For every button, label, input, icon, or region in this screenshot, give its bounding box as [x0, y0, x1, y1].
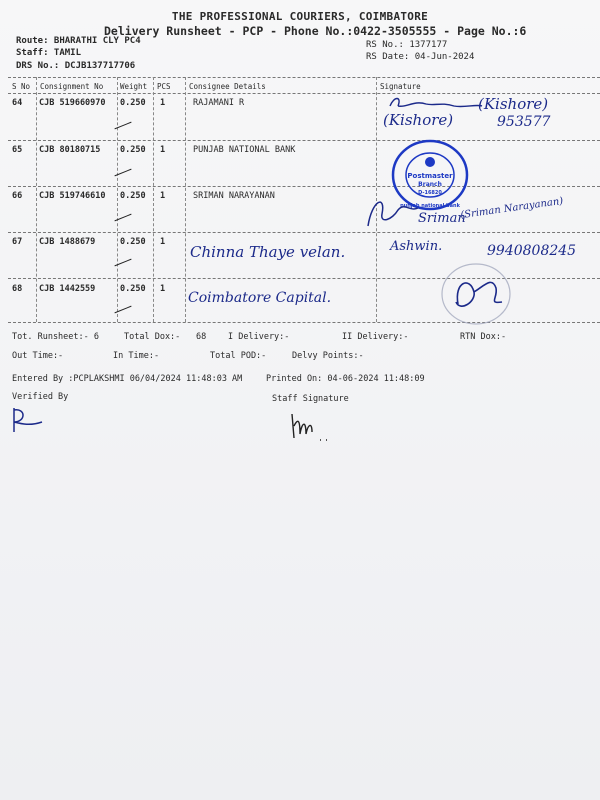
handwritten-name: (Kishore) — [478, 95, 549, 113]
handwritten-phone: 953577 — [497, 114, 551, 130]
row-consignment: CJB 1442559 — [39, 284, 96, 294]
delivery-points: Delvy Points:- — [292, 351, 364, 361]
total-pod: Total POD:- — [210, 351, 267, 361]
runsheet-title: Delivery Runsheet - PCP - Phone No.:0422-3505555 - Page No.:6 — [104, 24, 527, 38]
col-consignment: Consignment No — [40, 82, 104, 91]
row-consignee: PUNJAB NATIONAL BANK — [193, 145, 296, 155]
row-sno: 64 — [12, 98, 23, 108]
row-weight: 0.250 — [120, 284, 146, 294]
verifier-signature — [8, 404, 48, 436]
stamp-code: D-16820 — [418, 190, 442, 196]
staff: Staff: TAMIL — [16, 48, 82, 58]
total-dox-value: 68 — [196, 332, 207, 342]
in-time: In Time:- — [113, 351, 160, 361]
row-sno: 65 — [12, 145, 23, 155]
handwritten-consignee: Chinna Thaye velan. — [190, 243, 346, 261]
rtn-dox: RTN Dox:- — [460, 332, 507, 342]
handwritten-signature: Ashwin. — [390, 239, 443, 254]
row-weight: 0.250 — [120, 145, 146, 155]
route: Route: BHARATHI CLY PC4 — [16, 36, 141, 46]
handwritten-name: (Sriman Narayanan) — [459, 195, 564, 222]
company-name: THE PROFESSIONAL COURIERS, COIMBATORE — [171, 10, 429, 23]
i-delivery: I Delivery:- — [228, 332, 290, 342]
signature-scribble — [362, 190, 422, 234]
row-sno: 68 — [12, 284, 23, 294]
col-signature: Signature — [380, 82, 421, 91]
col-weight: Weight — [120, 82, 148, 91]
row-sno: 67 — [12, 237, 23, 247]
printed-on: Printed On: 04-06-2024 11:48:09 — [266, 374, 425, 384]
row-pcs: 1 — [160, 145, 166, 155]
row-pcs: 1 — [160, 98, 166, 108]
staff-signature — [284, 408, 334, 444]
rs-number: RS No.: 1377177 — [366, 40, 448, 50]
drs-number: DRS No.: DCJB137717706 — [16, 61, 136, 71]
row-consignment: CJB 519746610 — [39, 191, 106, 201]
row-weight: 0.250 — [120, 191, 146, 201]
col-sno: S No — [12, 82, 31, 91]
row-pcs: 1 — [160, 237, 166, 247]
staff-signature-label: Staff Signature — [272, 394, 349, 404]
row-pcs: 1 — [160, 284, 166, 294]
stamp-line2: Branch — [418, 181, 442, 188]
rs-date: RS Date: 04-Jun-2024 — [366, 52, 475, 62]
entered-by: Entered By :PCPLAKSHMI 06/04/2024 11:48:03 AM — [12, 374, 243, 384]
handwritten-phone: 9940808245 — [487, 243, 577, 259]
row-weight: 0.250 — [120, 237, 146, 247]
handwritten-name: (Kishore) — [383, 111, 454, 129]
stamp-line1: Postmaster — [407, 172, 453, 180]
row-consignment: CJB 80180715 — [39, 145, 101, 155]
row-consignee: RAJAMANI R — [193, 98, 245, 108]
row-consignment: CJB 519660970 — [39, 98, 106, 108]
handwritten-consignee: Coimbatore Capital. — [188, 290, 332, 306]
faint-stamp-and-signature — [430, 258, 530, 330]
col-consignee: Consignee Details — [189, 82, 266, 91]
total-runsheet: Tot. Runsheet:- 6 — [12, 332, 99, 342]
verified-by-label: Verified By — [12, 392, 69, 402]
ii-delivery: II Delivery:- — [342, 332, 409, 342]
row-consignee: SRIMAN NARAYANAN — [193, 191, 275, 201]
row-weight: 0.250 — [120, 98, 146, 108]
row-consignment: CJB 1488679 — [39, 237, 96, 247]
handwritten-signature: Sriman — [418, 211, 466, 226]
row-sno: 66 — [12, 191, 23, 201]
out-time: Out Time:- — [12, 351, 64, 361]
row-pcs: 1 — [160, 191, 166, 201]
total-dox-label: Total Dox:- — [124, 332, 181, 342]
col-pcs: PCS — [157, 82, 171, 91]
stamp-line3: punjab national bank — [400, 203, 460, 209]
